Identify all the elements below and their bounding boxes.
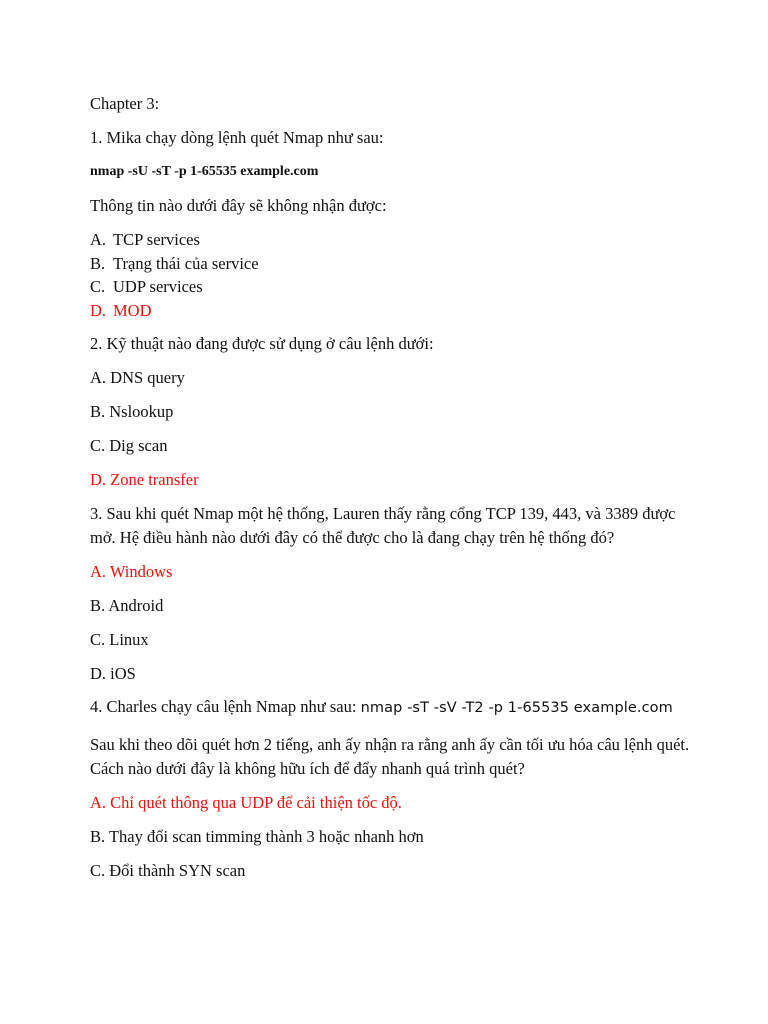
q2-option-a: A. DNS query bbox=[90, 368, 185, 387]
q2-option-c: C. Dig scan bbox=[90, 436, 168, 455]
q2-option-b: B. Nslookup bbox=[90, 402, 174, 421]
q4-question bbox=[90, 696, 690, 719]
q1-command: nmap -sU -sT -p 1-65535 example.com bbox=[90, 164, 319, 179]
chapter-heading: Chapter 3: bbox=[90, 94, 160, 113]
q2-option-d-correct: D. Zone transfer bbox=[90, 470, 199, 489]
q1-option-c bbox=[90, 275, 690, 299]
q4-option-a-correct: A. Chỉ quét thông qua UDP để cải thiện tốc độ. bbox=[90, 793, 402, 812]
q4-option-c: C. Đổi thành SYN scan bbox=[90, 861, 246, 880]
q1-question: 1. Mika chạy dòng lệnh quét Nmap như sau: bbox=[90, 128, 384, 147]
q1-option-c-text: UDP services bbox=[113, 277, 203, 296]
q1-prompt: Thông tin nào dưới đây sẽ không nhận được: bbox=[90, 196, 387, 215]
q4-question-text: 4. Charles chạy câu lệnh Nmap như sau: bbox=[90, 697, 361, 716]
q1-option-d-text: MOD bbox=[113, 300, 152, 320]
q1-option-d-label: D. bbox=[90, 300, 107, 320]
q1-option-b-label: B. bbox=[90, 253, 106, 273]
q4-command: nmap -sT -sV -T2 -p 1-65535 example.com bbox=[360, 700, 673, 716]
q3-question: 3. Sau khi quét Nmap một hệ thống, Lauren thấy rằng cổng TCP 139, 443, và 3389 được mở. Hệ điều hành nào dưới đây có thể được cho là đang chạy trên hệ thống đó? bbox=[90, 504, 676, 547]
q3-option-c: C. Linux bbox=[90, 630, 149, 649]
q1-option-d-correct bbox=[90, 299, 690, 323]
q3-option-a-correct: A. Windows bbox=[90, 562, 173, 581]
q1-option-c-label: C. bbox=[90, 277, 106, 296]
q3-option-d: D. iOS bbox=[90, 664, 136, 683]
q1-options bbox=[90, 228, 690, 322]
q2-question: 2. Kỹ thuật nào đang được sử dụng ở câu lệnh dưới: bbox=[90, 334, 434, 353]
q1-option-a bbox=[90, 228, 690, 252]
q4-prompt: Sau khi theo dõi quét hơn 2 tiếng, anh ấy nhận ra rằng anh ấy cần tối ưu hóa câu lệnh quét. Cách nào dưới đây là không hữu ích để đẩy nhanh quá trình quét? bbox=[90, 735, 690, 778]
q1-option-b bbox=[90, 252, 690, 276]
q3-option-b: B. Android bbox=[90, 596, 164, 615]
q4-option-b: B. Thay đổi scan timming thành 3 hoặc nhanh hơn bbox=[90, 827, 424, 846]
q1-option-a-text: TCP services bbox=[113, 230, 200, 249]
q1-option-b-text: Trạng thái của service bbox=[113, 253, 259, 273]
document-page bbox=[90, 92, 690, 893]
q1-option-a-label: A. bbox=[90, 230, 107, 249]
